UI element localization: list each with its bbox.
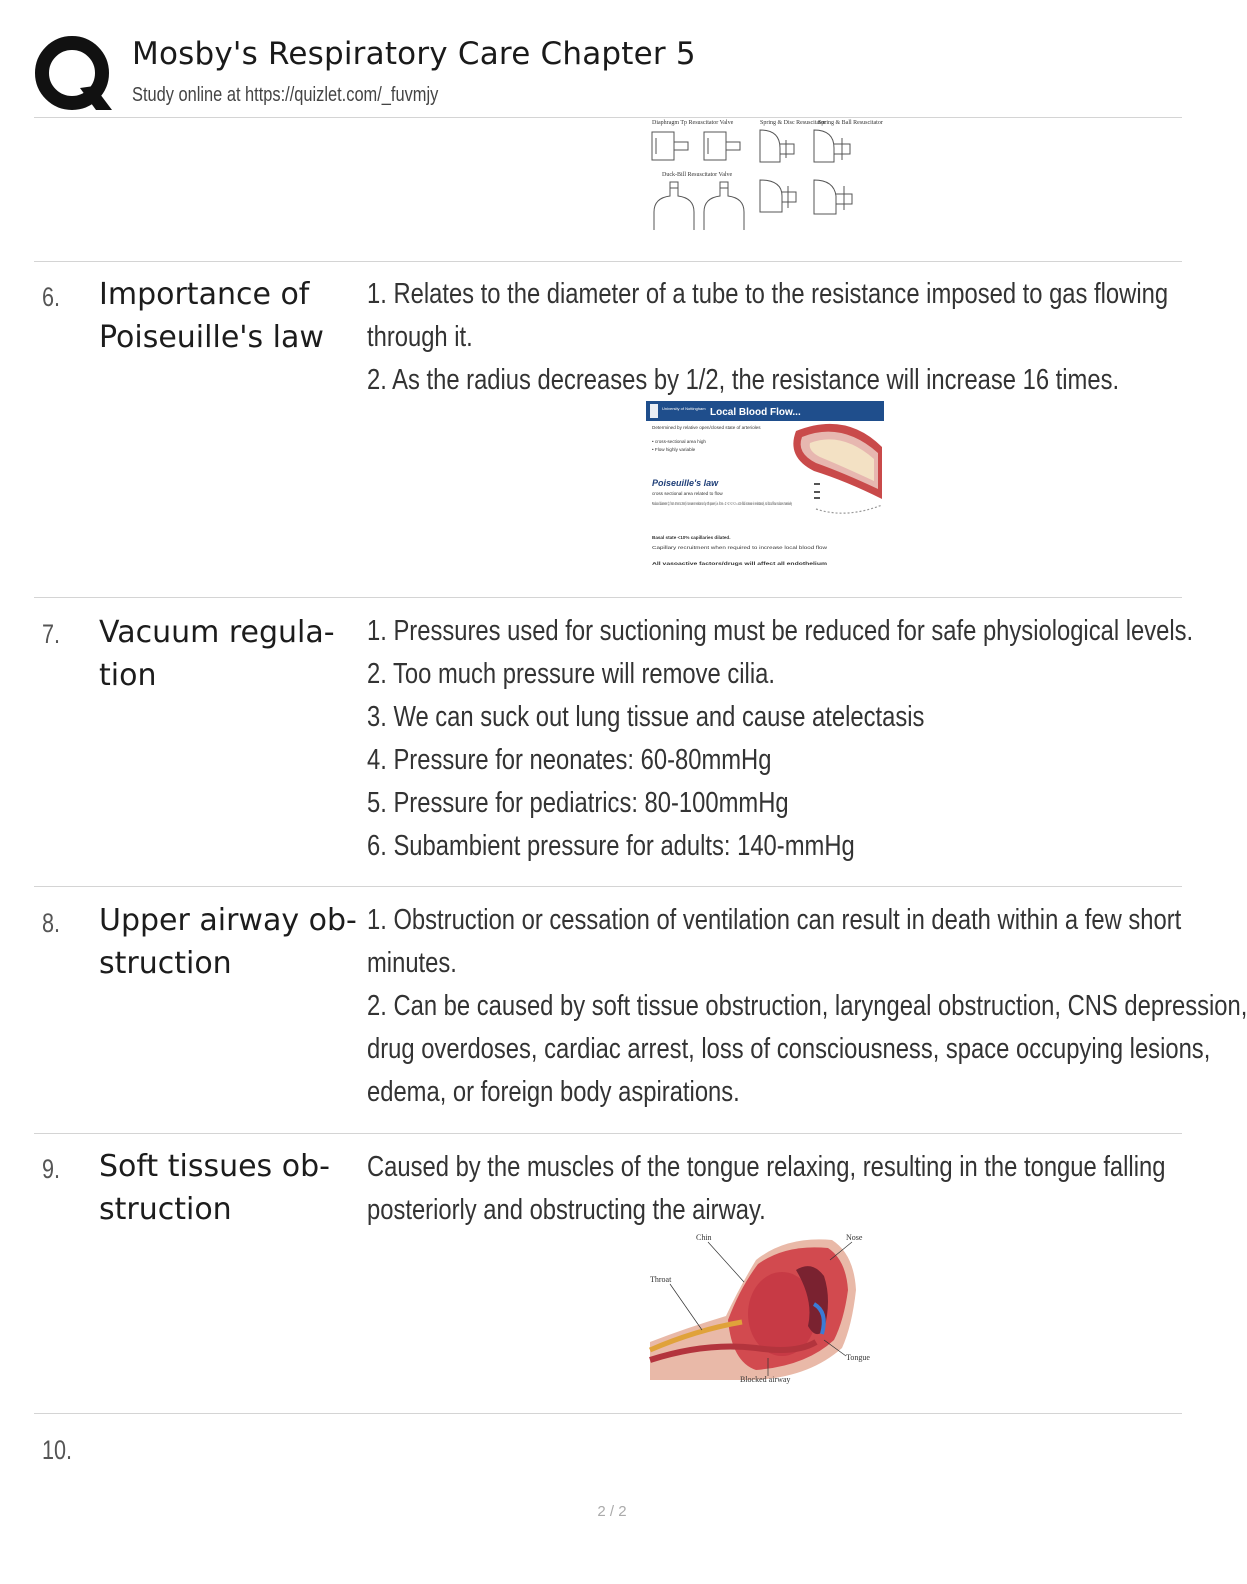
- card-term: [99, 1145, 361, 1231]
- card-number: 6.: [42, 282, 61, 312]
- definition-line: 5. Pressure for pediatrics: 80-100mmHg: [367, 787, 789, 819]
- term-line: struction: [99, 1192, 232, 1227]
- term-line: Poiseuille's law: [99, 320, 324, 355]
- definition-line: 3. We can suck out lung tissue and cause atelectasis: [367, 701, 925, 733]
- card-number: 10.: [42, 1435, 73, 1465]
- definition-line: Caused by the muscles of the tongue relaxing, resulting in the tongue falling: [367, 1151, 1166, 1183]
- definition-line: posteriorly and obstructing the airway.: [367, 1194, 766, 1226]
- card-number: 9.: [42, 1154, 61, 1184]
- card-term: [99, 611, 361, 697]
- svg-text:Capillary recruitment when req: Capillary recruitment when required to increase local blood flow: [652, 545, 828, 550]
- figure-label: Spring & Ball Resuscitator: [818, 120, 883, 126]
- definition-line: minutes.: [367, 947, 457, 979]
- resuscitator-valves-figure: [648, 118, 883, 236]
- svg-text:Poiseuille's law: Poiseuille's law: [652, 478, 719, 488]
- quizlet-logo-icon: [34, 36, 114, 116]
- card-definition: [367, 610, 1194, 868]
- svg-text:Blocked airway: Blocked airway: [740, 1375, 791, 1384]
- definition-line: 1. Relates to the diameter of a tube to the resistance imposed to gas flowing: [367, 278, 1169, 310]
- divider: [34, 597, 1182, 598]
- university-crest-icon: [650, 404, 658, 418]
- svg-text:Reduced diameter (2, from 4mm: Reduced diameter (2, from 4mm to 2mm) increases resistance by 4th power (i.e. from = 2 × 2 × 2 × 2 = a 16-fold increase in resistance), so blood flow reduces massively: [652, 501, 793, 506]
- card-term: [99, 273, 361, 359]
- figure-label: Duck-Bill Resuscitator Valve: [662, 172, 733, 178]
- divider: [34, 1413, 1182, 1414]
- divider: [34, 1133, 1182, 1134]
- definition-line: 1. Obstruction or cessation of ventilation can result in death within a few short: [367, 904, 1182, 936]
- definition-line: 6. Subambient pressure for adults: 140-mmHg: [367, 830, 855, 862]
- svg-text:• cross-sectional area high: • cross-sectional area high: [652, 439, 706, 444]
- svg-text:All vasoactive factors/drugs w: All vasoactive factors/drugs will affect all endothelium: [652, 561, 827, 566]
- figure-label: Diaphragm Tp Resuscitator Valve: [652, 120, 734, 126]
- divider: [34, 117, 1182, 118]
- term-line: Upper airway ob-: [99, 903, 357, 938]
- figure-label: Spring & Disc Resuscitator: [760, 120, 826, 126]
- study-link[interactable]: Study online at https://quizlet.com/_fuvmjy: [132, 84, 439, 106]
- divider: [34, 261, 1182, 262]
- definition-line: through it.: [367, 321, 473, 353]
- card-definition: [367, 273, 1169, 402]
- term-line: Vacuum regula-: [99, 615, 335, 650]
- card-number: 8.: [42, 908, 61, 938]
- svg-text:Local Blood Flow...: Local Blood Flow...: [710, 407, 801, 418]
- poiseuille-slide-figure: [646, 401, 884, 571]
- svg-text:Tongue: Tongue: [846, 1353, 870, 1362]
- page-title: Mosby's Respiratory Care Chapter 5: [132, 36, 696, 72]
- definition-line: 2. Too much pressure will remove cilia.: [367, 658, 775, 690]
- svg-text:University of Nottingham: University of Nottingham: [662, 406, 706, 411]
- svg-text:Basal state <10% capillaries d: Basal state <10% capillaries dilated.: [652, 535, 731, 540]
- definition-line: edema, or foreign body aspirations.: [367, 1076, 740, 1108]
- definition-line: 2. Can be caused by soft tissue obstruction, laryngeal obstruction, CNS depression,: [367, 990, 1247, 1022]
- term-line: struction: [99, 946, 232, 981]
- term-line: Soft tissues ob-: [99, 1149, 330, 1184]
- card-definition: [367, 899, 1247, 1114]
- svg-text:Chin: Chin: [696, 1233, 712, 1242]
- page-header: [34, 36, 1184, 118]
- card-number: 7.: [42, 619, 61, 649]
- divider: [34, 886, 1182, 887]
- definition-line: 2. As the radius decreases by 1/2, the resistance will increase 16 times.: [367, 364, 1120, 396]
- term-line: tion: [99, 658, 157, 693]
- term-line: Importance of: [99, 277, 310, 312]
- svg-text:cross sectional area related t: cross sectional area related to flow: [652, 491, 723, 496]
- svg-text:Nose: Nose: [846, 1233, 863, 1242]
- svg-text:Determined by relative open/cl: Determined by relative open/closed state of arterioles: [652, 425, 761, 430]
- definition-line: drug overdoses, cardiac arrest, loss of consciousness, space occupying lesions,: [367, 1033, 1211, 1065]
- definition-line: 1. Pressures used for suctioning must be reduced for safe physiological levels.: [367, 615, 1194, 647]
- card-term: [99, 899, 361, 985]
- definition-line: 4. Pressure for neonates: 60-80mmHg: [367, 744, 772, 776]
- page-number: 2 / 2: [597, 1503, 627, 1520]
- airway-obstruction-figure: [646, 1230, 882, 1390]
- svg-text:Throat: Throat: [650, 1275, 672, 1284]
- card-definition: [367, 1146, 1166, 1232]
- svg-text:• Flow highly variable: • Flow highly variable: [652, 447, 696, 452]
